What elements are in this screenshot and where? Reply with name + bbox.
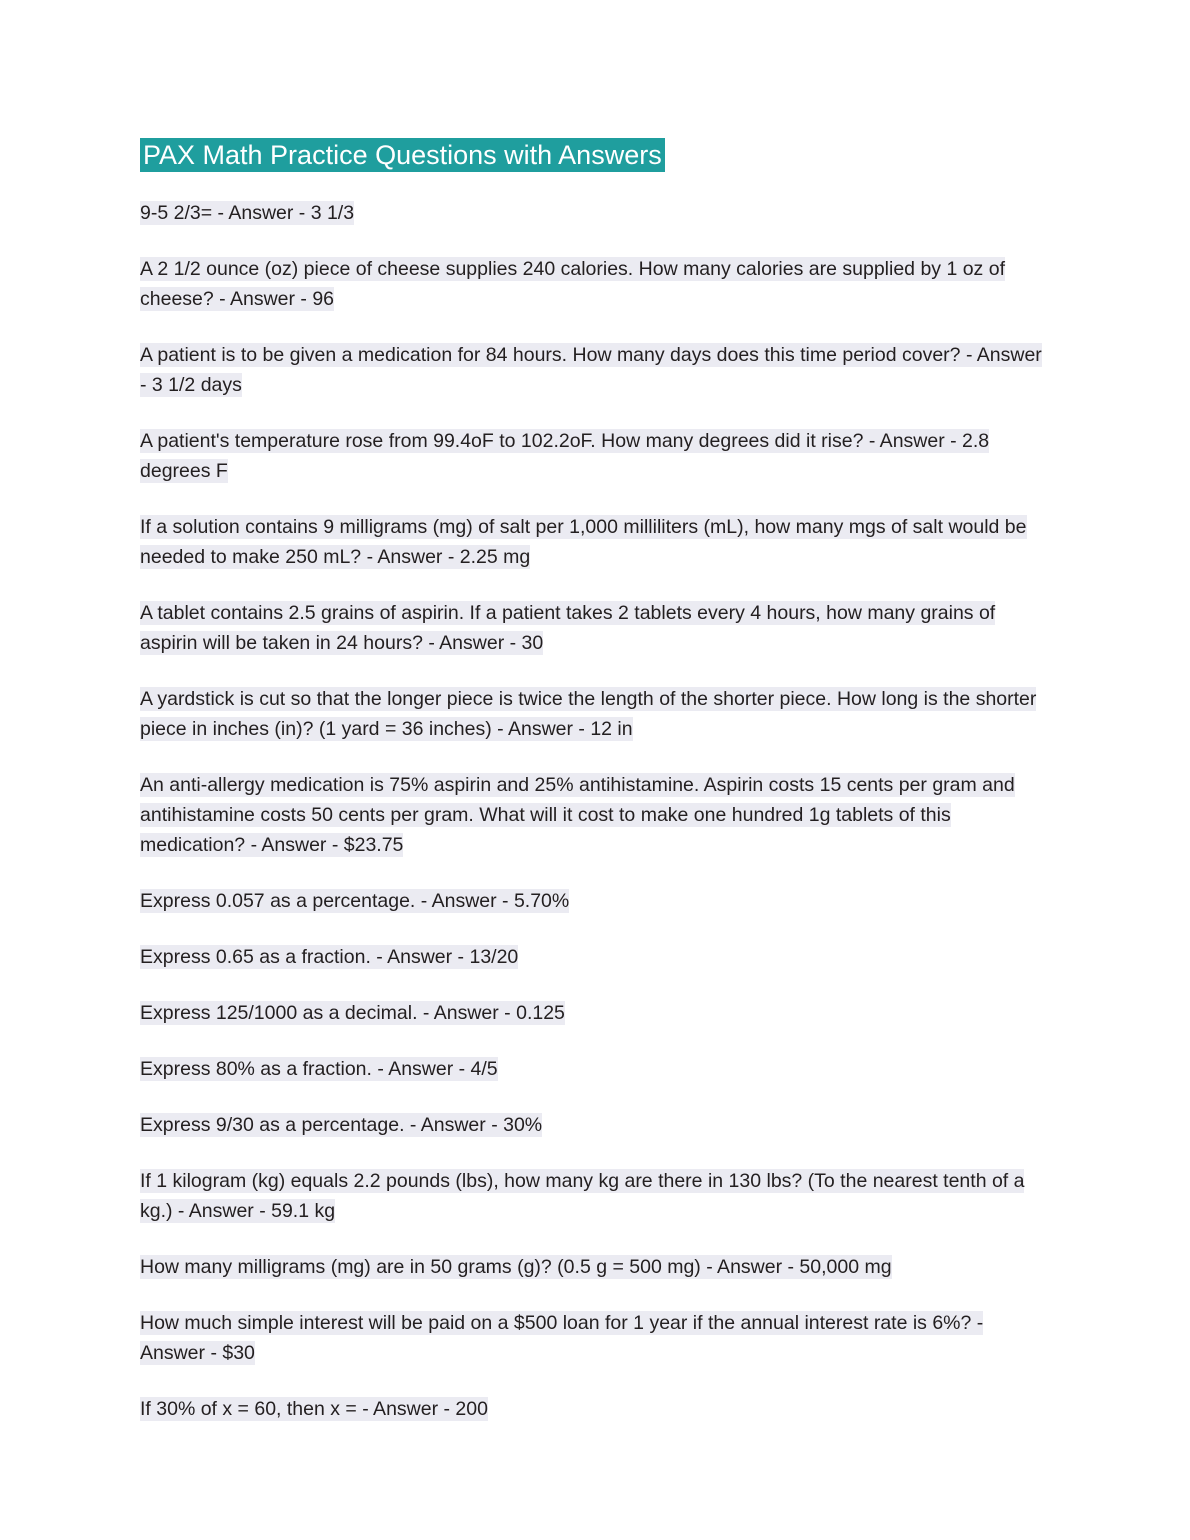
qa-item-text: If 30% of x = 60, then x = - Answer - 200 (140, 1398, 488, 1420)
qa-item (140, 598, 1050, 658)
qa-item (140, 770, 1050, 860)
page-title (140, 138, 1050, 172)
qa-item (140, 1394, 1050, 1424)
qa-list (140, 198, 1050, 1424)
qa-item (140, 340, 1050, 400)
qa-item (140, 886, 1050, 916)
qa-item (140, 1252, 1050, 1282)
qa-item-text: An anti-allergy medication is 75% aspirin and 25% antihistamine. Aspirin costs 15 cents per gram and antihistamine costs 50 cents per gram. What will it cost to make one hundred 1g tablets of this medication? - Answer - $23.75 (140, 774, 1015, 856)
qa-item (140, 512, 1050, 572)
qa-item (140, 426, 1050, 486)
qa-item (140, 684, 1050, 744)
qa-item-text: Express 125/1000 as a decimal. - Answer - 0.125 (140, 1002, 565, 1024)
qa-item-text: Express 0.65 as a fraction. - Answer - 13/20 (140, 946, 519, 968)
qa-item (140, 1054, 1050, 1084)
qa-item-text: 9-5 2/3= - Answer - 3 1/3 (140, 202, 355, 224)
qa-item-text: A patient's temperature rose from 99.4oF to 102.2oF. How many degrees did it rise? - Answer - 2.8 degrees F (140, 430, 990, 482)
document-title: PAX Math Practice Questions with Answers (140, 138, 665, 172)
qa-item (140, 1166, 1050, 1226)
qa-item-text: A yardstick is cut so that the longer piece is twice the length of the shorter piece. How long is the shorter piece in inches (in)? (1 yard = 36 inches) - Answer - 12 in (140, 688, 1037, 740)
qa-item-text: How much simple interest will be paid on a $500 loan for 1 year if the annual interest rate is 6%? - Answer - $30 (140, 1312, 984, 1364)
qa-item (140, 942, 1050, 972)
qa-item-text: A 2 1/2 ounce (oz) piece of cheese supplies 240 calories. How many calories are supplied by 1 oz of cheese? - Answer - 96 (140, 258, 1005, 310)
qa-item-text: Express 9/30 as a percentage. - Answer - 30% (140, 1114, 543, 1136)
qa-item-text: How many milligrams (mg) are in 50 grams (g)? (0.5 g = 500 mg) - Answer - 50,000 mg (140, 1256, 892, 1278)
qa-item (140, 254, 1050, 314)
qa-item (140, 998, 1050, 1028)
qa-item (140, 198, 1050, 228)
qa-item (140, 1110, 1050, 1140)
qa-item-text: Express 0.057 as a percentage. - Answer - 5.70% (140, 890, 570, 912)
qa-item-text: A tablet contains 2.5 grains of aspirin. If a patient takes 2 tablets every 4 hours, how many grains of aspirin will be taken in 24 hours? - Answer - 30 (140, 602, 996, 654)
qa-item-text: Express 80% as a fraction. - Answer - 4/5 (140, 1058, 498, 1080)
qa-item-text: If 1 kilogram (kg) equals 2.2 pounds (lbs), how many kg are there in 130 lbs? (To the nearest tenth of a kg.) - Answer - 59.1 kg (140, 1170, 1025, 1222)
qa-item-text: A patient is to be given a medication for 84 hours. How many days does this time period cover? - Answer - 3 1/2 days (140, 344, 1042, 396)
qa-item (140, 1308, 1050, 1368)
qa-item-text: If a solution contains 9 milligrams (mg) of salt per 1,000 milliliters (mL), how many mgs of salt would be needed to make 250 mL? - Answer - 2.25 mg (140, 516, 1027, 568)
